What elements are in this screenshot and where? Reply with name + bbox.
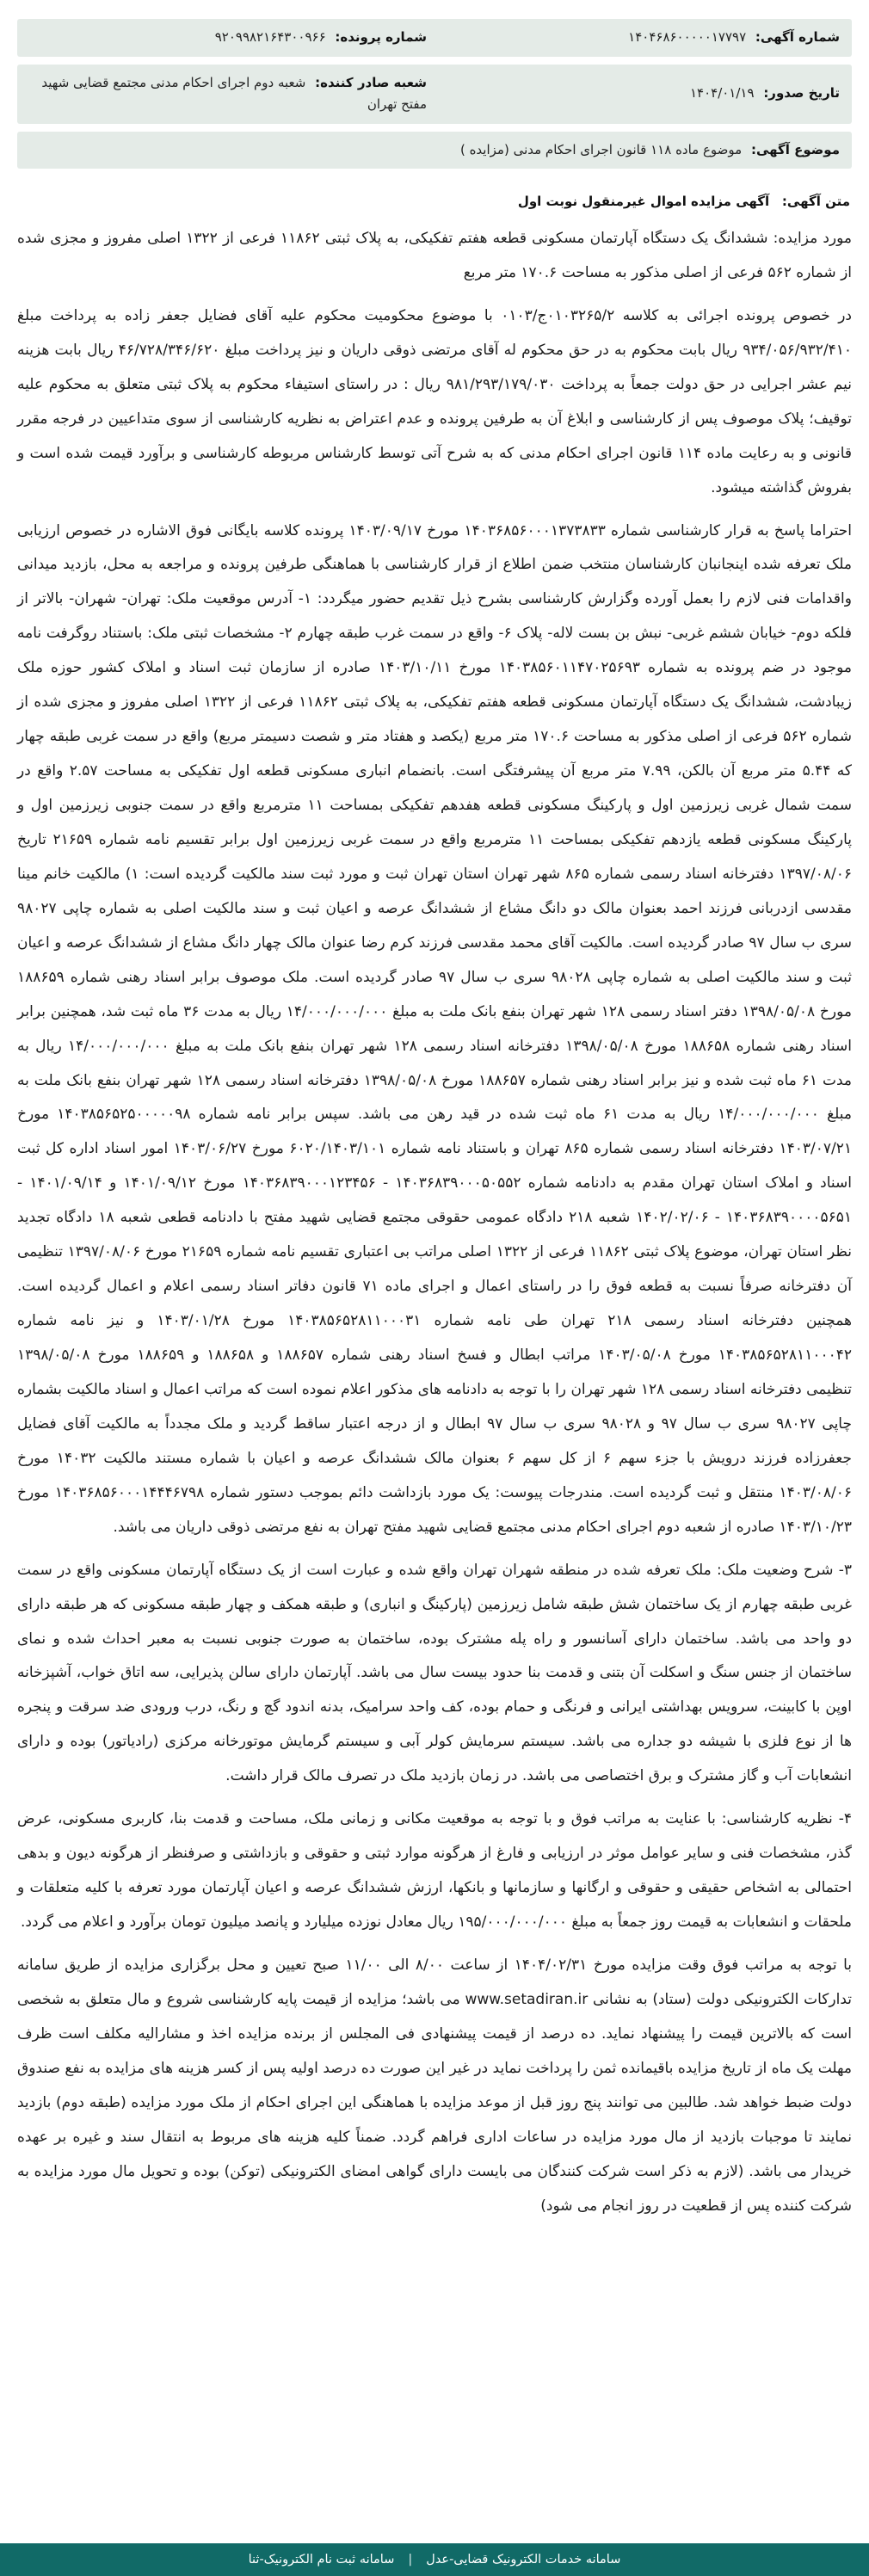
- notice-paragraph-case-summary: در خصوص پرونده اجرائی به کلاسه ۰۱۰۳۲۶۵/۲ج/۰۱۰۳ با موضوع محکومیت محکوم علیه آقای فضایل جعفر زاده به پرداخت مبلغ ۹۳۴/۰۵۶/۹۳۲/۴۱۰ ریال بابت محکوم به در حق محکوم له آقای مرتضی ذوقی داریان و نیز پرداخت مبلغ ۴۶/۷۲۸/۳۴۶/۶۲۰ ریال بابت هزینه نیم عشر اجرایی در حق دولت جمعاً به پرداخت ۹۸۱/۲۹۳/۱۷۹/۰۳۰ ریال : در راستای استیفاء محکوم به پلاک ثبتی متعلق به محکوم علیه توقیف؛ پلاک موصوف پس از کارشناسی و ابلاغ آن به طرفین پرونده و عدم اعتراض به نظریه کارشناسی از سوی متداعیین در فرجه مقرر قانونی و به رعایت ماده ۱۱۴ قانون اجرای احکام مدنی که به شرح آتی توسط کارشناس مربوطه کارشناسی و برآورد قیمت شده است و بفروش گذاشته میشود.: [17, 306, 853, 496]
- header-row-2: [17, 65, 852, 124]
- notice-paragraph-expert-report: احتراما پاسخ به قرار کارشناسی شماره ۱۴۰۳۶۸۵۶۰۰۰۱۳۷۳۸۳۳ مورخ ۱۴۰۳/۰۹/۱۷ پرونده کلاسه بایگانی فوق الاشاره در خصوص ارزیابی ملک تعرفه شده اینجانبان کارشناسان منتخب ضمن اطلاع از قرار کارشناسی با هماهنگی طرفین پرونده و مراجعه به محل، بازدید میدانی واقدامات فنی لازم را بعمل آورده وگزارش کارشناسی بشرح ذیل تقدیم حضور میگردد: ۱- آدرس موقعیت ملک: تهران- شهران- بالاتر از فلکه دوم- خیابان ششم غربی- نبش بن بست لاله- پلاک ۶- واقع در سمت غرب طبقه چهارم ۲- مشخصات ثبتی ملک: باستناد روگرفت نامه موجود در ضم پرونده به شماره ۱۴۰۳۸۵۶۰۱۱۴۷۰۲۵۶۹۳ مورخ ۱۴۰۳/۱۰/۱۱ صادره از سازمان ثبت اسناد و املاک کشور حوزه ملک زیبادشت، ششدانگ یک دستگاه آپارتمان مسکونی قطعه هفتم تفکیکی، به پلاک ثبتی ۱۱۸۶۲ فرعی از ۱۳۲۲ اصلی مفروز و مجزی شده از شماره ۵۶۲ فرعی از اصلی مذکور به مساحت ۱۷۰.۶ متر مربع (یکصد و هفتاد متر و شصت دسیمتر مربع) واقع در سمت غربی طبقه چهار که ۵.۴۴ متر مربع آن بالکن، ۷.۹۹ متر مربع آن پیشرفتگی است. بانضمام انباری مسکونی قطعه اول تفکیکی به مساحت ۲.۵۷ واقع در سمت شمال غربی زیرزمین اول و پارکینگ مسکونی قطعه هفدهم تفکیکی بمساحت ۱۱ مترمربع واقع در سمت جنوبی زیرزمین اول و پارکینگ مسکونی قطعه یازدهم تفکیکی بمساحت ۱۱ مترمربع واقع در سمت غربی زیرزمین اول برابر تقسیم نامه شماره ۲۱۶۵۹ تاریخ ۱۳۹۷/۰۸/۰۶ دفترخانه اسناد رسمی شماره ۸۶۵ شهر تهران استان تهران ثبت و مورد ثبت سند مالکیت گردیده است: ۱) مالکیت خانم مینا مقدسی ازدربانی فرزند احمد بعنوان مالک دو دانگ مشاع از ششدانگ عرصه و اعیان ثبت و سند مالکیت اصلی به شماره چاپی ۹۸۰۲۷ سری ب سال ۹۷ صادر گردیده است. مالکیت آقای محمد مقدسی فرزند کرم رضا عنوان مالک چهار دانگ مشاع از ششدانگ عرصه و اعیان ثبت و سند مالکیت اصلی به شماره چاپی ۹۸۰۲۸ سری ب سال ۹۷ صادر گردیده است. ملک موصوف برابر اسناد رهنی شماره ۱۸۸۶۵۹ مورخ ۱۳۹۸/۰۵/۰۸ دفتر اسناد رسمی ۱۲۸ شهر تهران بنفع بانک ملت به مبلغ ۱۴/۰۰۰/۰۰۰/۰۰۰ ریال به مدت ۳۶ ماه ثبت شد، همچنین برابر اسناد رهنی شماره ۱۸۸۶۵۸ مورخ ۱۳۹۸/۰۵/۰۸ دفترخانه اسناد رسمی ۱۲۸ شهر تهران بنفع بانک ملت به مبلغ ۱۴/۰۰۰/۰۰۰/۰۰۰ ریال به مدت ۶۱ ماه ثبت شده و نیز برابر اسناد رهنی شماره ۱۸۸۶۵۷ مورخ ۱۳۹۸/۰۵/۰۸ دفترخانه اسناد رسمی ۱۲۸ شهر تهران بنفع بانک ملت به مبلغ ۱۴/۰۰۰/۰۰۰/۰۰۰ ریال به مدت ۶۱ ماه ثبت شده در قید رهن می باشد. سپس برابر نامه شماره ۱۴۰۳۸۵۶۵۲۵۰۰۰۰۰۹۸ مورخ ۱۴۰۳/۰۷/۲۱ دفترخانه اسناد رسمی شماره ۸۶۵ تهران و باستناد نامه شماره ۶۰۲۰/۱۴۰۳/۱۰۱ مورخ ۱۴۰۳/۰۶/۲۷ امور اسناد اداره کل ثبت اسناد و املاک استان تهران مقدم به دادنامه شماره ۱۴۰۳۶۸۳۹۰۰۰۵۰۵۵۲ - ۱۴۰۳۶۸۳۹۰۰۰۱۲۳۴۵۶ مورخ ۱۴۰۱/۰۹/۱۲ و ۱۴۰۱/۰۹/۱۴ - ۱۴۰۳۶۸۳۹۰۰۰۰۵۶۵۱ - ۱۴۰۲/۰۲/۰۶ شعبه ۲۱۸ دادگاه عمومی حقوقی مجتمع قضایی شهید مفتح با دادنامه قطعی شعبه ۱۸ دادگاه تجدید نظر استان تهران، موضوع پلاک ثبتی ۱۱۸۶۲ فرعی از ۱۳۲۲ اصلی مراتب بی اعتباری تقسیم نامه شماره ۲۱۶۵۹ مورخ ۱۳۹۷/۰۸/۰۶ تنظیمی آن دفترخانه صرفاً نسبت به قطعه فوق را در راستای اعمال و اجرای ماده ۷۱ قانون دفاتر اسناد رسمی اعلام و اعمال گردیده است. همچنین دفترخانه اسناد رسمی ۲۱۸ تهران طی نامه شماره ۱۴۰۳۸۵۶۵۲۸۱۱۰۰۰۳۱ مورخ ۱۴۰۳/۰۱/۲۸ و نیز نامه شماره ۱۴۰۳۸۵۶۵۲۸۱۱۰۰۰۴۲ مورخ ۱۴۰۳/۰۵/۰۸ مراتب ابطال و فسخ اسناد رهنی شماره ۱۸۸۶۵۷ و ۱۸۸۶۵۸ و ۱۸۸۶۵۹ مورخ ۱۳۹۸/۰۵/۰۸ تنظیمی دفترخانه اسناد رسمی ۱۲۸ شهر تهران را با توجه به دادنامه های مذکور اعلام نموده است که مراتب اعمال و اسناد مالکیت بشماره چاپی ۹۸۰۲۷ سری ب سال ۹۷ و ۹۸۰۲۸ سری ب سال ۹۷ ابطال و از درجه اعتبار ساقط گردید و ملک مجدداً به مالکیت آقای فضایل جعفرزاده فرزند درویش با جزء سهم ۶ از کل سهم ۶ بعنوان مالک ششدانگ عرصه و اعیان با شماره مستند مالکیت ۱۴۰۳۲ مورخ ۱۴۰۳/۰۸/۰۶ منتقل و ثبت گردیده است. مندرجات پیوست: یک مورد بازداشت دائم بموجب دستور شماره ۱۴۰۳۶۸۵۶۰۰۰۱۴۴۴۶۷۹۸ مورخ ۱۴۰۳/۱۰/۲۳ صادره از شعبه دوم اجرای احکام مدنی مجتمع قضایی شهید مفتح تهران به نفع مرتضی ذوقی داریان می باشد.: [17, 521, 853, 1536]
- notice-title: آگهی مزایده اموال غیرمنقول نوبت اول: [517, 194, 770, 209]
- subject-value: موضوع ماده ۱۱۸ قانون اجرای احکام مدنی (مزایده ): [459, 141, 743, 157]
- notice-body: [17, 222, 852, 2223]
- case-number-label: شماره پرونده:: [335, 29, 427, 45]
- notice-paragraph-auction-terms: با توجه به مراتب فوق وقت مزایده مورخ ۱۴۰۴/۰۲/۳۱ از ساعت ۸/۰۰ الی ۱۱/۰۰ صبح تعیین و محل برگزاری مزایده از طریق سامانه تدارکات الکترونیکی دولت (ستاد) به نشانی www.setadiran.ir می باشد؛ مزایده از قیمت پایه کارشناسی شروع و مال متعلق به شخصی است که بالاترین قیمت را پیشنهاد نماید. ده درصد از قیمت پیشنهادی فی المجلس از برنده مزایده اخذ و مشارالیه مکلف است ظرف مهلت یک ماه از تاریخ مزایده باقیمانده ثمن را پرداخت نماید در غیر این صورت ده درصد اولیه پس از کسر هزینه های مزایده به نفع صندوق دولت ضبط خواهد شد. طالبین می توانند پنج روز قبل از موعد مزایده با هماهنگی این اجرای احکام از ملک مورد مزایده (طبقه دوم) بازدید نمایند تا موجبات بازدید از مال مورد مزایده در ساعات اداری فراهم گردد. ضمناً کلیه هزینه های مربوط به انتقال سند و غیره بر عهده خریدار می باشد. (لازم به ذکر است شرکت کنندگان می بایست دارای گواهی امضای الکترونیکی (توکن) بوده و تحویل مال مورد مزایده به شرکت کننده پس از قطعیت در روز انجام می شود): [17, 1956, 853, 2215]
- issue-date-value: ۱۴۰۴/۰۱/۱۹: [689, 85, 755, 102]
- issuing-branch-label: شعبه صادر کننده:: [315, 74, 427, 90]
- notice-paragraph-valuation: ۴- نظریه کارشناسی: با عنایت به مراتب فوق و با توجه به موقعیت مکانی و زمانی ملک، مساحت و قدمت بنا، کاربری مسکونی، عرض گذر، مشخصات فنی و سایر عوامل موثر در ارزیابی و فارغ از هرگونه موارد ثبتی و حقوقی و بازداشتی و صرفنظر از هرگونه دیون و بدهی احتمالی به اشخاص حقیقی و حقوقی و ارگانها و سازمانها و بانکها، ارزش ششدانگ عرصه و اعیان آپارتمان مورد تعرفه با کلیه متعلقات و ملحقات و انشعابات به قیمت روز جمعاً به مبلغ ۱۹۵/۰۰۰/۰۰۰/۰۰۰ ریال معادل نوزده میلیارد و پانصد میلیون تومان برآورد و اعلام می گردد.: [17, 1810, 852, 1931]
- issue-date-label: تاریخ صدور:: [763, 85, 840, 102]
- notice-paragraph-property-description: ۳- شرح وضعیت ملک: ملک تعرفه شده در منطقه شهران تهران واقع شده و عبارت است از یک دستگاه آپارتمان مسکونی واقع در سمت غربی طبقه چهارم از یک ساختمان شش طبقه شامل زیرزمین (پارکینگ و انباری) و طبقه همکف و چهار طبقه مسکونی که هر طبقه دارای دو واحد می باشد. ساختمان دارای آسانسور و راه پله مشترک بوده، ساختمان به صورت جنوبی نسبت به معبر احداث شده و نمای ساختمان از جنس سنگ و اسکلت آن بتنی و قدمت بنا حدود بیست سال می باشد. آپارتمان دارای سالن پذیرایی، سه اتاق خواب، آشپزخانه اوپن با کابینت، سرویس بهداشتی ایرانی و فرنگی و حمام بوده، کف واحد سرامیک، بدنه اندود گچ و رنگ، درب ورودی ضد سرقت و پنجره ها از نوع فلزی با شیشه دو جداره می باشد. سیستم سرمایش کولر آبی و سیستم گرمایش موتورخانه مرکزی (رادیاتور) بوده و دارای انشعابات آب و گاز مشترک و برق اختصاصی می باشد. در زمان بازدید ملک در تصرف مالک قرار داشت.: [17, 1561, 852, 1785]
- footer-separator: |: [408, 2553, 413, 2567]
- notice-paragraph-auction-subject: مورد مزایده: ششدانگ یک دستگاه آپارتمان مسکونی قطعه هفتم تفکیکی، به پلاک ثبتی ۱۱۸۶۲ فرعی از ۱۳۲۲ اصلی مفروز و مجزی شده از شماره ۵۶۲ فرعی از اصلی مذکور به مساحت ۱۷۰.۶ متر مربع: [17, 230, 852, 281]
- notice-heading: [17, 176, 852, 222]
- footer-bar: [0, 2543, 869, 2576]
- issue-date-field: [442, 83, 840, 105]
- header-row-3: [17, 132, 852, 169]
- issuing-branch-field: [29, 72, 427, 116]
- case-number-field: [29, 27, 427, 49]
- notice-number-field: [442, 27, 840, 49]
- footer-link-judicial-eservices[interactable]: سامانه خدمات الکترونیک قضایی-عدل: [426, 2553, 621, 2567]
- subject-field: [29, 139, 840, 162]
- footer-link-sana-registration[interactable]: سامانه ثبت نام الکترونیک-ثنا: [248, 2553, 395, 2567]
- notice-number-value: ۱۴۰۴۶۸۶۰۰۰۰۰۱۷۷۹۷: [628, 29, 747, 45]
- issuing-branch-value: شعبه دوم اجرای احکام مدنی مجتمع قضایی شهید مفتح تهران: [41, 74, 427, 112]
- header-row-1: [17, 19, 852, 57]
- subject-label: موضوع آگهی:: [750, 141, 840, 157]
- notice-text-label: متن آگهی:: [781, 194, 850, 209]
- notice-number-label: شماره آگهی:: [755, 29, 840, 45]
- case-number-value: ۹۲۰۹۹۸۲۱۶۴۳۰۰۹۶۶: [214, 29, 326, 45]
